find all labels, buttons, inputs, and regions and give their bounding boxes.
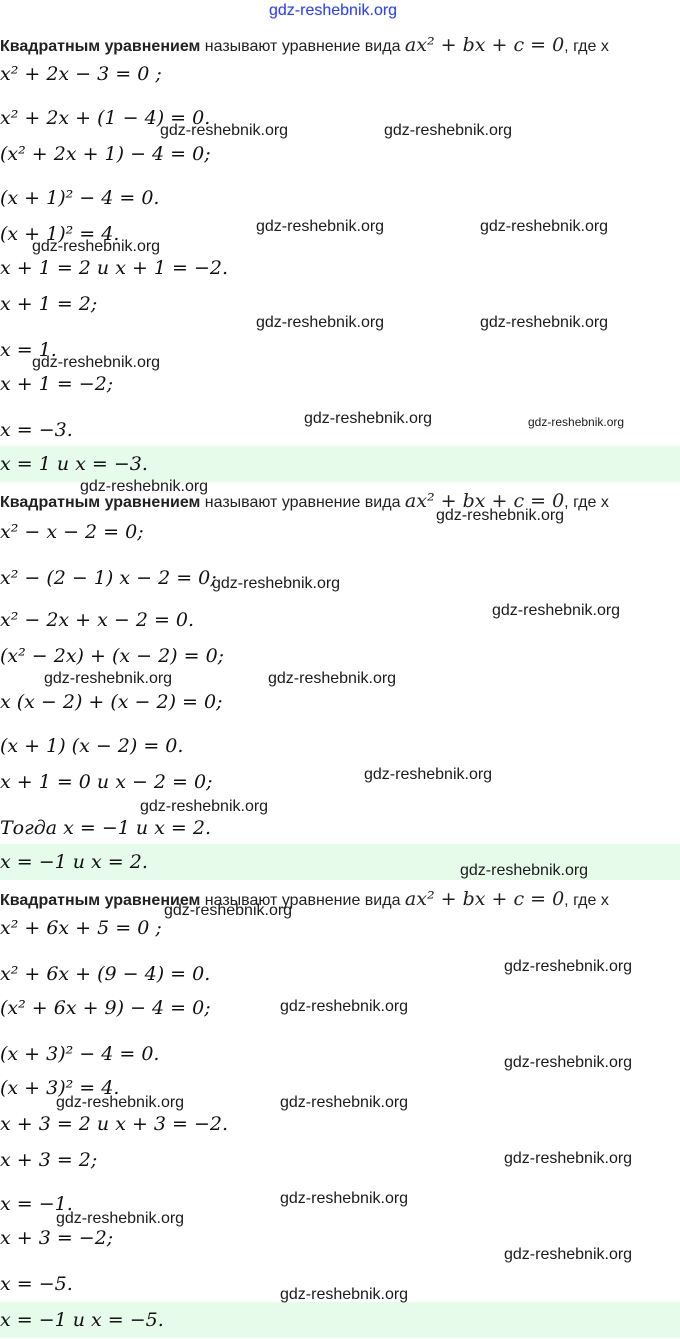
- watermark: gdz-reshebnik.org: [56, 1094, 185, 1111]
- watermark: gdz-reshebnik.org: [480, 218, 609, 235]
- eq-line: x² + 6x + 5 = 0 ;: [0, 917, 162, 939]
- watermark: gdz-reshebnik.org: [280, 1094, 409, 1111]
- watermark: gdz-reshebnik.org: [56, 1210, 185, 1227]
- watermark: gdz-reshebnik.org: [504, 958, 633, 975]
- answer: x = −1 и x = −5.: [0, 1309, 164, 1331]
- eq-line: (x + 1) (x − 2) = 0.: [0, 735, 184, 757]
- definition-formula: ax² + bx + c = 0: [404, 490, 565, 512]
- definition-bold: Квадратным уравнением: [0, 494, 201, 511]
- eq-line: x² + 2x − 3 = 0 ;: [0, 63, 162, 85]
- watermark: gdz-reshebnik.org: [480, 314, 609, 331]
- eq-line: x + 1 = 2 и x + 1 = −2.: [0, 257, 229, 279]
- definition-bold: Квадратным уравнением: [0, 38, 201, 55]
- watermark: gdz-reshebnik.org: [504, 1150, 633, 1167]
- eq-line: x + 3 = 2;: [0, 1149, 98, 1171]
- eq-line: x = −5.: [0, 1273, 73, 1295]
- eq-line: (x² + 6x + 9) − 4 = 0;: [0, 997, 211, 1019]
- eq-line: (x + 1)² = 4.: [0, 223, 120, 245]
- watermark: gdz-reshebnik.org: [32, 354, 161, 371]
- eq-line: (x² + 2x + 1) − 4 = 0;: [0, 143, 211, 165]
- definition-1: [0, 34, 609, 56]
- watermark: gdz-reshebnik.org: [280, 1190, 409, 1207]
- watermark: gdz-reshebnik.org: [140, 798, 269, 815]
- definition-formula: ax² + bx + c = 0: [404, 888, 565, 910]
- eq-line: x² + 2x + (1 − 4) = 0.: [0, 107, 211, 129]
- watermark: gdz-reshebnik.org: [504, 1246, 633, 1263]
- watermark: gdz-reshebnik.org: [268, 670, 397, 687]
- watermark: gdz-reshebnik.org: [528, 415, 625, 429]
- definition-tail: , где x: [564, 494, 609, 511]
- watermark: gdz-reshebnik.org: [460, 862, 589, 879]
- definition-text: называют уравнение вида: [200, 892, 405, 909]
- eq-line: x + 1 = 2;: [0, 293, 98, 315]
- definition-formula: ax² + bx + c = 0: [404, 34, 565, 56]
- eq-line: (x + 3)² = 4.: [0, 1077, 120, 1099]
- eq-line: x + 3 = 2 и x + 3 = −2.: [0, 1113, 229, 1135]
- answer: x = 1 и x = −3.: [0, 453, 148, 475]
- eq-line: (x + 1)² − 4 = 0.: [0, 187, 160, 209]
- watermark: gdz-reshebnik.org: [160, 122, 289, 139]
- watermark: gdz-reshebnik.org: [492, 602, 621, 619]
- watermark: gdz-reshebnik.org: [304, 410, 433, 427]
- eq-line: x² − (2 − 1) x − 2 = 0;: [0, 567, 217, 589]
- watermark: gdz-reshebnik.org: [164, 902, 293, 919]
- watermark: gdz-reshebnik.org: [280, 1286, 409, 1303]
- definition-text: называют уравнение вида: [200, 38, 405, 55]
- eq-line: (x² − 2x) + (x − 2) = 0;: [0, 645, 225, 667]
- site-watermark-top[interactable]: gdz-reshebnik.org: [269, 2, 398, 19]
- answer: x = −1 и x = 2.: [0, 851, 148, 873]
- watermark: gdz-reshebnik.org: [256, 218, 385, 235]
- eq-line: x² + 6x + (9 − 4) = 0.: [0, 963, 211, 985]
- eq-line: x + 1 = −2;: [0, 373, 114, 395]
- eq-line: (x + 3)² − 4 = 0.: [0, 1043, 160, 1065]
- watermark: gdz-reshebnik.org: [32, 238, 161, 255]
- eq-line: x² − 2x + x − 2 = 0.: [0, 609, 195, 631]
- watermark: gdz-reshebnik.org: [256, 314, 385, 331]
- watermark: gdz-reshebnik.org: [364, 766, 493, 783]
- watermark: gdz-reshebnik.org: [436, 507, 565, 524]
- eq-line: x = −1.: [0, 1193, 73, 1215]
- answer-band-1: [0, 446, 680, 482]
- definition-tail: , где x: [564, 892, 609, 909]
- eq-line: Тогда x = −1 и x = 2.: [0, 817, 212, 839]
- eq-line: x + 1 = 0 и x − 2 = 0;: [0, 771, 213, 793]
- eq-line: x² − x − 2 = 0;: [0, 521, 144, 543]
- eq-line: x = −3.: [0, 419, 73, 441]
- answer-band-3: [0, 1302, 680, 1338]
- eq-line: x (x − 2) + (x − 2) = 0;: [0, 691, 223, 713]
- watermark: gdz-reshebnik.org: [44, 670, 173, 687]
- watermark: gdz-reshebnik.org: [384, 122, 513, 139]
- definition-3: [0, 888, 609, 910]
- definition-text: называют уравнение вида: [200, 494, 405, 511]
- watermark: gdz-reshebnik.org: [212, 575, 341, 592]
- eq-line: x + 3 = −2;: [0, 1227, 114, 1249]
- eq-line: x = 1.: [0, 339, 57, 361]
- definition-bold: Квадратным уравнением: [0, 892, 201, 909]
- definition-tail: , где x: [564, 38, 609, 55]
- watermark: gdz-reshebnik.org: [80, 478, 209, 495]
- watermark: gdz-reshebnik.org: [280, 998, 409, 1015]
- watermark: gdz-reshebnik.org: [504, 1054, 633, 1071]
